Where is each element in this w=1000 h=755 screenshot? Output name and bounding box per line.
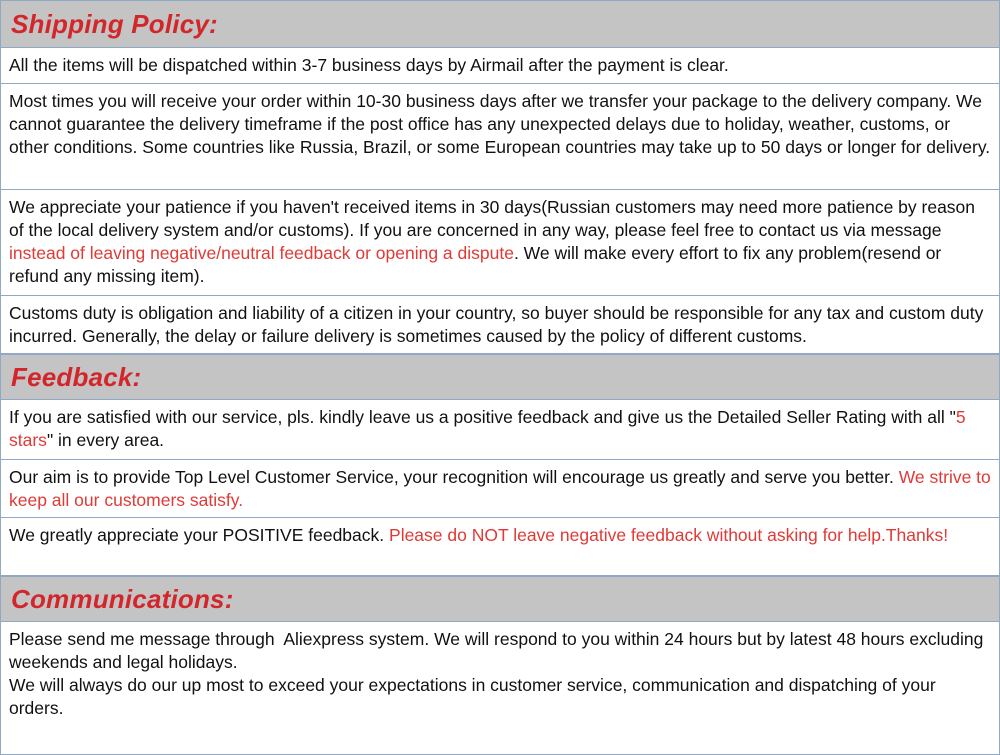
feedback-aim-row (1, 460, 999, 518)
communications-row (1, 622, 999, 755)
feedback-heading: Feedback: (11, 361, 142, 392)
feedback-positive-row (1, 518, 999, 576)
aim-highlight-text: We strive to keep all our customers satisfy. (9, 467, 991, 510)
communications-line-1: Please send me message through Aliexpress system. We will respond to you within 24 hours but by latest 48 hours excluding weekends and legal holidays. (9, 629, 989, 672)
positive-warning-text: Please do NOT leave negative feedback without asking for help.Thanks! (389, 525, 949, 545)
patience-text: We appreciate your patience if you haven't received items in 30 days(Russian customers may need more patience by reason of the local delivery system and/or customs). If you are concerned in any way, please feel free to contact us via message (9, 197, 976, 240)
customs-text: Customs duty is obligation and liability of a citizen in your country, so buyer should be responsible for any tax and custom duty incurred. Generally, the delay or failure delivery is sometimes caused by the policy of different customs. (9, 303, 984, 346)
patience-warning-text: instead of leaving negative/neutral feedback or opening a dispute (9, 243, 514, 263)
feedback-header (1, 354, 999, 400)
communications-header (1, 576, 999, 622)
feedback-satisfied-row (1, 400, 999, 460)
delivery-text: Most times you will receive your order within 10-30 business days after we transfer your package to the delivery company. We cannot guarantee the delivery timeframe if the post office has any unexpected delays due to holiday, weather, customs, or other conditions. Some countries like Russia, Brazil, or some European countries may take up to 50 days or longer for delivery. (9, 91, 991, 157)
dispatch-text: All the items will be dispatched within 3-7 business days by Airmail after the payment is clear. (9, 55, 729, 75)
aim-text: Our aim is to provide Top Level Customer Service, your recognition will encourage us greatly and serve you better. (9, 467, 899, 487)
satisfied-text: If you are satisfied with our service, pls. kindly leave us a positive feedback and give us the Detailed Seller Rating with all " (9, 407, 956, 427)
shipping-customs-row (1, 296, 999, 354)
shipping-dispatch-row (1, 48, 999, 84)
positive-text: We greatly appreciate your POSITIVE feedback. (9, 525, 390, 545)
communications-line-2: We will always do our up most to exceed your expectations in customer service, communication and dispatching of your orders. (9, 675, 936, 718)
five-stars-text: 5 stars (9, 407, 966, 450)
satisfied-text-end: " in every area. (46, 430, 165, 450)
shipping-patience-row (1, 190, 999, 296)
patience-text-end: . We will make every effort to fix any problem(resend or refund any missing item). (9, 243, 942, 286)
communications-heading: Communications: (11, 583, 234, 614)
shipping-policy-header (1, 0, 999, 48)
shipping-delivery-row (1, 84, 999, 190)
shipping-policy-heading: Shipping Policy: (11, 8, 218, 39)
